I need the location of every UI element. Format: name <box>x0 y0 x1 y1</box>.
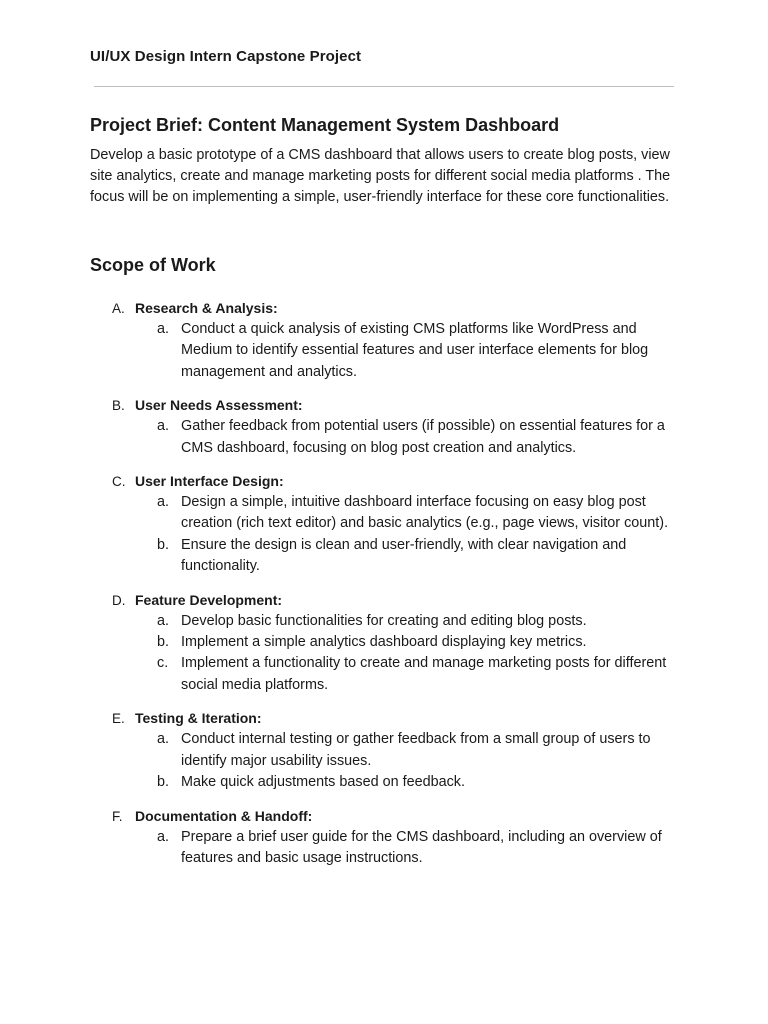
section-letter: A. <box>112 301 125 316</box>
item-text: Implement a simple analytics dashboard displaying key metrics. <box>181 634 587 651</box>
list-item <box>0 729 681 772</box>
item-letter: a. <box>157 828 170 845</box>
section-item-list <box>0 729 768 793</box>
section-letter: D. <box>112 592 126 608</box>
item-text: Conduct a quick analysis of existing CMS platforms like WordPress and Medium to identify essential features and user interface elements for blog management and analytics. <box>181 321 649 380</box>
item-letter: a. <box>157 418 170 435</box>
list-item <box>0 632 681 653</box>
section-letter: C. <box>112 474 126 490</box>
brief-paragraph: Develop a basic prototype of a CMS dashboard that allows users to create blog posts, view site analytics, create and manage marketing posts for different social media platforms . The focus will be on implementing a simple, user-friendly interface for these core functionalities. <box>90 147 671 205</box>
section-heading <box>0 708 768 729</box>
item-letter: b. <box>157 774 170 791</box>
section-label: Feature Development: <box>135 591 283 608</box>
list-item <box>0 611 681 632</box>
item-letter: a. <box>157 494 170 511</box>
section-heading <box>0 298 768 319</box>
scope-section <box>0 806 768 870</box>
item-text: Implement a functionality to create and manage marketing posts for different social media platforms. <box>181 655 667 693</box>
scope-section-list <box>0 298 768 881</box>
list-item <box>0 772 681 793</box>
item-letter: c. <box>157 655 169 672</box>
section-label: Testing & Iteration: <box>135 710 262 727</box>
brief-title: Project Brief: Content Management System Dashboard <box>90 115 560 135</box>
section-heading <box>0 471 768 492</box>
item-letter: a. <box>157 612 170 629</box>
section-label: User Needs Assessment: <box>135 397 303 414</box>
item-letter: a. <box>157 731 170 748</box>
scope-title: Scope of Work <box>90 255 216 275</box>
list-item <box>0 653 681 696</box>
section-item-list <box>0 319 768 383</box>
item-text: Gather feedback from potential users (if possible) on essential features for a CMS dashboard, focusing on blog post creation and analytics. <box>181 418 665 456</box>
list-item <box>0 827 681 870</box>
section-label: User Interface Design: <box>135 473 284 490</box>
scope-section <box>0 471 768 578</box>
section-heading <box>0 806 768 827</box>
section-letter: F. <box>112 808 123 824</box>
list-item <box>0 535 681 578</box>
item-text: Conduct internal testing or gather feedback from a small group of users to identify major usability issues. <box>181 731 651 769</box>
list-item <box>0 319 681 383</box>
section-item-list <box>0 416 768 459</box>
list-item <box>0 492 681 535</box>
section-letter: B. <box>112 398 125 414</box>
item-text: Prepare a brief user guide for the CMS dashboard, including an overview of features and basic usage instructions. <box>181 828 662 866</box>
scope-section <box>0 298 768 383</box>
item-letter: b. <box>157 634 170 651</box>
item-text: Develop basic functionalities for creating and editing blog posts. <box>181 612 587 629</box>
header-divider <box>94 86 674 87</box>
section-label: Research & Analysis: <box>135 300 278 316</box>
item-letter: a. <box>157 321 170 337</box>
section-label: Documentation & Handoff: <box>135 807 313 824</box>
section-heading <box>0 590 768 611</box>
list-item <box>0 416 681 459</box>
section-item-list <box>0 827 768 870</box>
scope-section <box>0 590 768 697</box>
section-item-list <box>0 492 768 578</box>
document-header: UI/UX Design Intern Capstone Project <box>90 48 362 65</box>
item-text: Design a simple, intuitive dashboard interface focusing on easy blog post creation (rich text editor) and basic analytics (e.g., page views, visitor count). <box>181 494 669 532</box>
section-heading <box>0 395 768 416</box>
scope-section <box>0 708 768 793</box>
section-letter: E. <box>112 711 125 727</box>
item-text: Ensure the design is clean and user-friendly, with clear navigation and functionality. <box>181 536 627 575</box>
section-item-list <box>0 611 768 697</box>
item-text: Make quick adjustments based on feedback. <box>181 774 465 791</box>
scope-section <box>0 395 768 459</box>
item-letter: b. <box>157 536 170 553</box>
